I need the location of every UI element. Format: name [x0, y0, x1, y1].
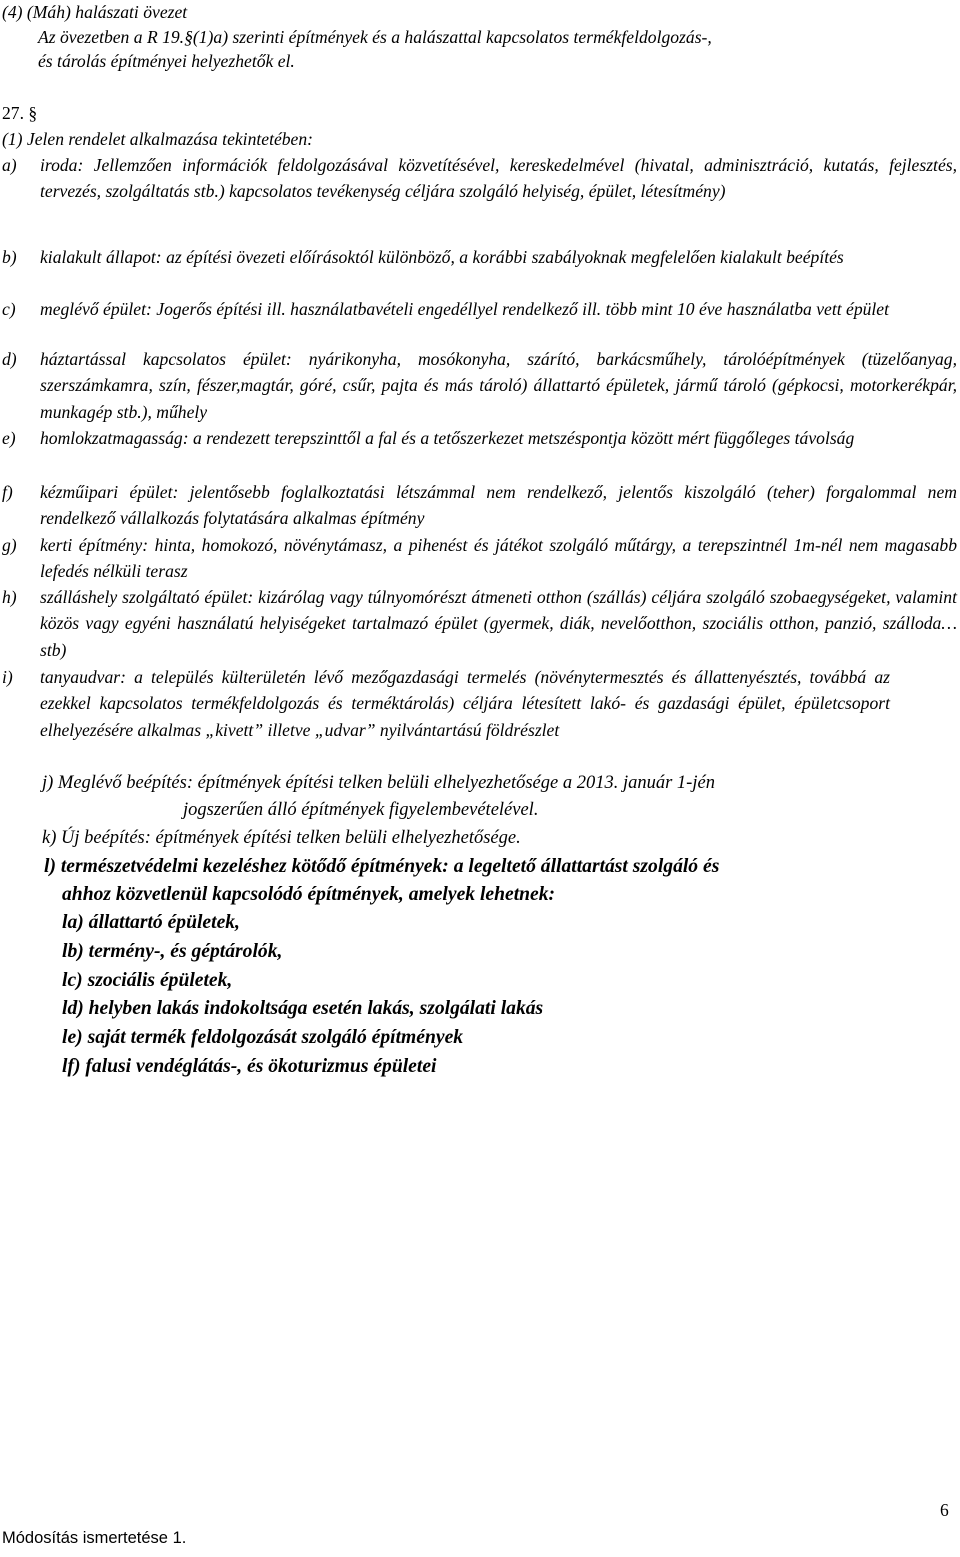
- item-label: h): [2, 587, 17, 607]
- item-label: d): [2, 349, 17, 369]
- sub-item-le: le) saját termék feldolgozását szolgáló építmények: [62, 1027, 464, 1048]
- sub-item-ld: ld) helyben lakás indokoltsága esetén lakás, szolgálati lakás: [62, 998, 544, 1019]
- item-text: tanyaudvar: a település külterületén lévő mezőgazdasági termelés (növénytermesztés és állattenyésztés, továbbá az ezekkel kapcsolatos termékfeldolgozás és terméktárolás) céljára létesített lakó- és gazdasági épület, épületcsoport elhelyezésére alkalmas „kivett” illetve „udvar” nyilvántartású földrészlet: [40, 667, 890, 740]
- item-text: meglévő épület: Jogerős építési ill. használatbavételi engedéllyel rendelkező ill. több mint 10 éve használatba vett épület: [40, 299, 889, 319]
- definition-item-l-line-1: l) természetvédelmi kezeléshez kötődő építmények: a legeltető állattartást szolgáló és: [44, 856, 720, 877]
- definition-item-j-line-1: j) Meglévő beépítés: építmények építési telken belüli elhelyezhetősége a 2013. január 1-jén: [42, 773, 715, 793]
- item-label: e): [2, 428, 16, 448]
- item-label: f): [2, 482, 13, 502]
- item-text: kialakult állapot: az építési övezeti előírásoktól különböző, a korábbi szabályoknak megfelelően kialakult beépítés: [40, 247, 844, 267]
- item-text: kézműipari épület: jelentősebb foglalkoztatási létszámmal nem rendelkező, jelentős kiszolgáló (teher) forgalommal nem rendelkező vállalkozás folytatására alkalmas építmény: [40, 482, 957, 529]
- item-label: b): [2, 247, 17, 267]
- section-4-heading: (4) (Máh) halászati övezet: [2, 2, 188, 22]
- section-27-intro: (1) Jelen rendelet alkalmazása tekintetében:: [2, 129, 314, 149]
- sub-item-lf: lf) falusi vendéglátás-, és ökoturizmus épületei: [62, 1056, 437, 1077]
- item-text: szálláshely szolgáltató épület: kizárólag vagy túlnyomórészt átmeneti otthon (szállás) céljára szolgáló szobaegységeket, valamint közös vagy egyéni használatú helyiségeket tartalmazó épület (gyermek, diák, nevelőotthon, szociális otthon, panzió, szálloda…stb): [40, 587, 957, 660]
- item-label: i): [2, 667, 13, 687]
- item-label: a): [2, 155, 17, 175]
- section-4-line-1: Az övezetben a R 19.§(1)a) szerinti építmények és a halászattal kapcsolatos termékfeldolgozás-,: [38, 27, 712, 47]
- definition-item-l-line-2: ahhoz közvetlenül kapcsolódó építmények, amelyek lehetnek:: [62, 884, 556, 905]
- sub-item-lc: lc) szociális épületek,: [62, 970, 233, 991]
- footer-label: Módosítás ismertetése 1.: [2, 1529, 187, 1547]
- item-label: g): [2, 535, 17, 555]
- sub-item-lb: lb) termény-, és géptárolók,: [62, 941, 283, 962]
- item-text: kerti építmény: hinta, homokozó, növénytámasz, a pihenést és játékot szolgáló műtárgy, a terepszintnél 1m-nél nem magasabb lefedés nélküli terasz: [40, 535, 957, 582]
- definition-item-j-line-2: jogszerűen álló építmények figyelembevételével.: [183, 800, 539, 820]
- page-number: 6: [940, 1500, 949, 1520]
- sub-item-la: la) állattartó épületek,: [62, 912, 240, 933]
- definition-item-k: k) Új beépítés: építmények építési telken belüli elhelyezhetősége.: [42, 828, 521, 848]
- section-27-number: 27. §: [2, 103, 38, 123]
- item-text: háztartással kapcsolatos épület: nyárikonyha, mosókonyha, szárító, barkácsműhely, tárolóépítmények (tüzelőanyag, szerszámkamra, szín, fészer,magtár, góré, csűr, pajta és más tároló) állattartó épületek, jármű tároló (gépkocsi, motorkerékpár, munkagép stb.), műhely: [40, 349, 957, 422]
- section-4-line-2: és tárolás építményei helyezhetők el.: [38, 51, 295, 71]
- item-label: c): [2, 299, 16, 319]
- item-text: iroda: Jellemzően információk feldolgozásával közvetítésével, kereskedelmével (hivatal, adminisztráció, kutatás, fejlesztés, tervezés, szolgáltatás stb.) kapcsolatos tevékenység céljára szolgáló helyiség, épület, létesítmény): [40, 155, 957, 202]
- item-text: homlokzatmagasság: a rendezett terepszinttől a fal és a tetőszerkezet metszéspontja között mért függőleges távolság: [40, 428, 855, 448]
